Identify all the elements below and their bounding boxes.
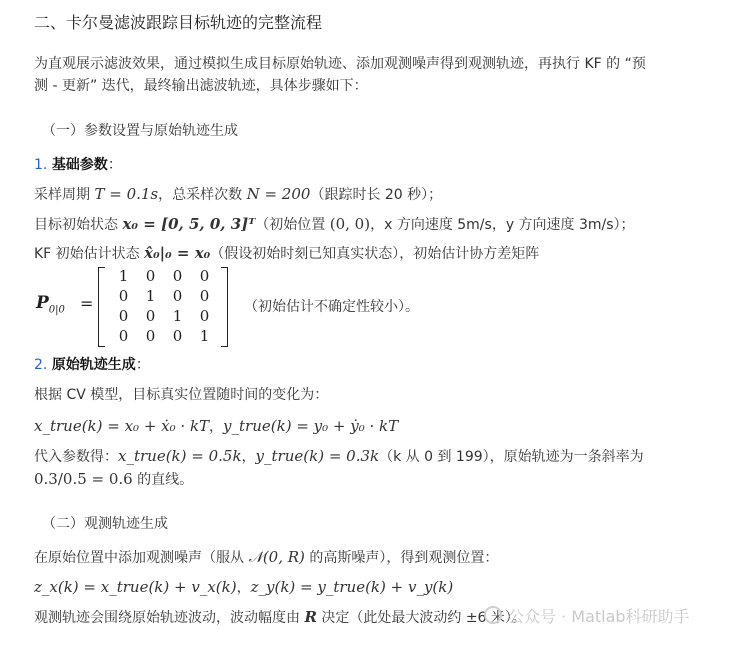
matrix-row <box>110 286 218 306</box>
matrix-cell: 0 <box>199 287 210 305</box>
matrix-cell: 0 <box>145 307 156 325</box>
watermark-text: 公众号 · Matlab科研助手 <box>508 607 690 626</box>
substituted-equations-line <box>34 446 644 467</box>
matrix-cell: 1 <box>199 327 210 345</box>
item-1-title: 基础参数 <box>51 157 108 173</box>
matrix-cell: 0 <box>172 287 183 305</box>
matrix-cell: 1 <box>118 267 129 285</box>
matrix-row <box>110 306 218 326</box>
wechat-icon <box>484 606 502 624</box>
text-fragment: 的高斯噪声），得到观测位置： <box>304 550 499 566</box>
matrix-cell: 0 <box>172 327 183 345</box>
text-fragment: KF 初始估计状态 <box>34 246 145 262</box>
matrix-note: （初始估计不确定性较小）。 <box>244 299 419 315</box>
math-initial-state: x₀ = [0, 5, 0, 3]ᵀ <box>122 215 256 233</box>
math-sample-count: N = 200 <box>246 185 311 203</box>
matrix-left-bracket <box>98 267 105 347</box>
observation-equations <box>34 577 453 598</box>
text-fragment: ， <box>209 419 224 435</box>
text-fragment: 采样周期 <box>34 187 95 203</box>
math-sampling-period: T = 0.1s <box>94 185 159 203</box>
intro-paragraph-line-1: 为直观展示滤波效果，通过模拟生成目标原始轨迹、添加观测噪声得到观测轨迹，再执行 KF 的 “预 <box>34 56 646 72</box>
kf-initial-estimate-line <box>34 243 539 264</box>
math-kf-initial-estimate: x̂₀|₀ = x₀ <box>144 244 211 262</box>
item-2-colon: ： <box>135 357 150 373</box>
text-fragment: （跟踪时长 20 秒）； <box>310 187 443 203</box>
text-fragment: ， <box>236 580 251 596</box>
watermark <box>484 604 690 627</box>
text-fragment: 目标初始状态 <box>34 217 123 233</box>
noise-intro-line <box>34 547 498 568</box>
math-x-true-substituted: x_true(k) = 0.5k <box>118 447 242 465</box>
text-fragment: （k 从 0 到 199），原始轨迹为一条斜率为 <box>379 449 644 465</box>
text-fragment: （初始位置 <box>255 217 330 233</box>
math-gaussian: 𝒩(0, R) <box>248 548 305 566</box>
matrix-right-bracket <box>221 267 228 347</box>
item-2-title: 原始轨迹生成 <box>51 357 136 373</box>
item-1-colon: ： <box>107 157 122 173</box>
text-fragment: 观测轨迹会围绕原始轨迹波动，波动幅度由 <box>34 610 305 626</box>
math-zx: z_x(k) = x_true(k) + v_x(k) <box>34 578 237 596</box>
text-fragment: 在原始位置中添加观测噪声（服从 <box>34 550 249 566</box>
math-zy: z_y(k) = y_true(k) + v_y(k) <box>250 578 454 596</box>
text-fragment: 的直线。 <box>132 472 194 488</box>
text-fragment: （假设初始时刻已知真实状态），初始估计协方差矩阵 <box>210 246 540 262</box>
cv-model-line: 根据 CV 模型，目标真实位置随时间的变化为： <box>34 387 329 403</box>
item-2-number: 2. <box>34 357 48 373</box>
matrix-name: $P_{0|0}$ <box>36 293 65 316</box>
subsection-title-2: （二）观测轨迹生成 <box>42 516 168 532</box>
math-slope: 0.3/0.5 = 0.6 <box>34 470 133 488</box>
matrix-cell: 0 <box>118 307 129 325</box>
matrix-cell: 1 <box>145 287 156 305</box>
text-fragment: 决定（此处最大波动约 ±6 米）。 <box>316 610 526 626</box>
fluctuation-line <box>34 607 526 628</box>
sampling-params-line <box>34 184 442 205</box>
text-fragment: ，总采样次数 <box>158 187 247 203</box>
initial-state-line <box>34 214 635 235</box>
item-1-header <box>34 155 122 175</box>
matrix-cell: 0 <box>199 267 210 285</box>
matrix-equals: = <box>80 294 94 313</box>
matrix-cell: 0 <box>199 307 210 325</box>
math-x-true: x_true(k) = x₀ + ẋ₀ · kT <box>34 417 210 435</box>
text-fragment: ，x 方向速度 5m/s，y 方向速度 3m/s）； <box>370 217 635 233</box>
section-heading: 二、卡尔曼滤波跟踪目标轨迹的完整流程 <box>34 13 323 32</box>
true-position-equations <box>34 416 398 437</box>
matrix-cell: 0 <box>145 327 156 345</box>
math-r: R <box>304 608 317 626</box>
matrix-cell: 0 <box>118 287 129 305</box>
matrix-cell: 1 <box>172 307 183 325</box>
text-fragment: 代入参数得： <box>34 449 118 465</box>
math-y-true: y_true(k) = y₀ + ẏ₀ · kT <box>223 417 399 435</box>
item-2-header <box>34 355 150 375</box>
identity-matrix <box>98 266 228 348</box>
matrix-cell: 0 <box>118 327 129 345</box>
intro-paragraph-line-2: 测 - 更新” 迭代，最终输出滤波轨迹，具体步骤如下： <box>34 78 368 94</box>
text-fragment: ， <box>241 449 256 465</box>
subsection-title-1: （一）参数设置与原始轨迹生成 <box>42 123 238 139</box>
slope-line <box>34 469 193 490</box>
matrix-row <box>110 266 218 286</box>
math-y-true-substituted: y_true(k) = 0.3k <box>255 447 380 465</box>
matrix-cell: 0 <box>145 267 156 285</box>
item-1-number: 1. <box>34 157 48 173</box>
math-initial-position: (0, 0) <box>329 215 371 233</box>
matrix-cell: 0 <box>172 267 183 285</box>
matrix-row <box>110 326 218 346</box>
